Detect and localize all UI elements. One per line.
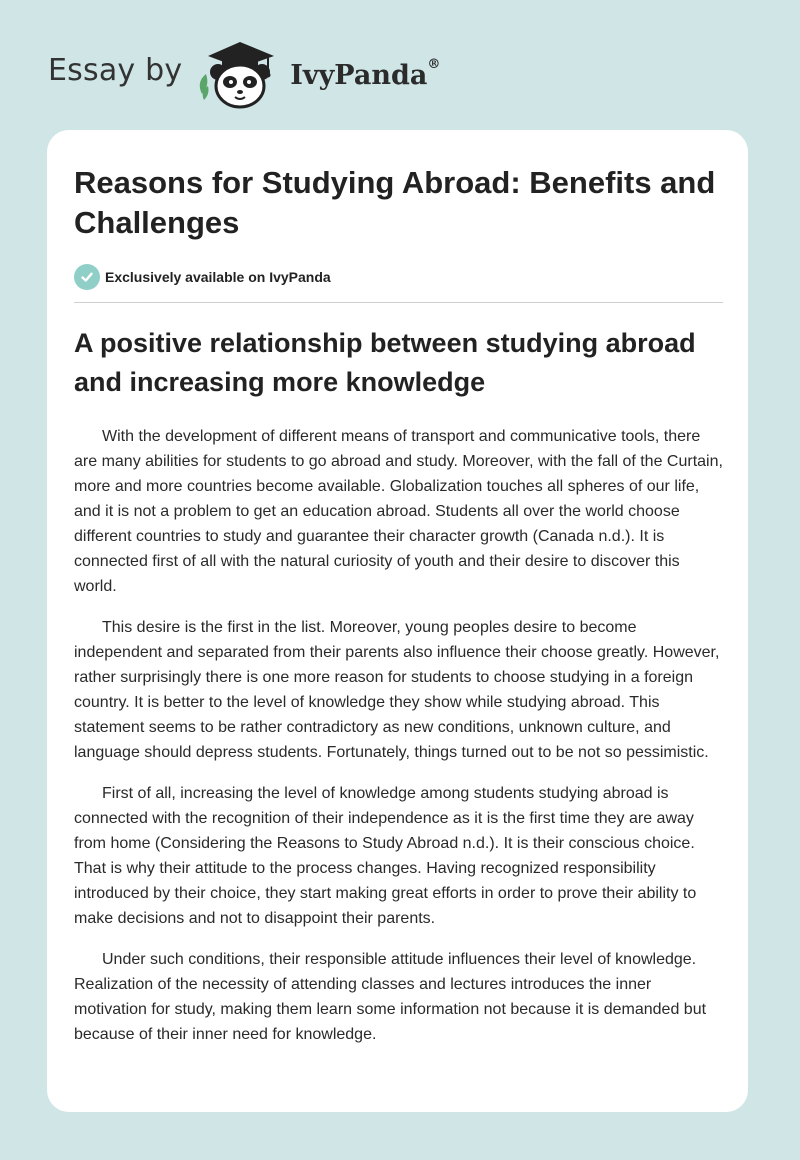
essay-body xyxy=(74,424,726,1063)
section-heading: A positive relationship between studying abroad and increasing more knowledge xyxy=(74,328,696,397)
paragraph: Under such conditions, their responsible attitude influences their level of knowledge. Realization of the necessity of attending classes and lectures introduces the inner motivation for study, making them learn some information not because it is demanded but because of their inner need for knowledge. xyxy=(74,951,707,1043)
checkmark-icon xyxy=(74,264,100,290)
divider xyxy=(74,302,723,303)
paragraph: With the development of different means of transport and communicative tools, there are many abilities for students to go abroad and study. Moreover, with the fall of the Curtain, more and more countries become available. Globalization touches all spheres of our life, and it is not a problem to get an education abroad. Students all over the world choose different countries to study and guarantee their character growth (Canada n.d.). It is connected first of all with the natural curiosity of youth and their desire to discover this world. xyxy=(74,428,723,595)
essay-card xyxy=(47,130,748,1112)
badge-label: Exclusively available on IvyPanda xyxy=(105,269,331,285)
essay-by-label: Essay by xyxy=(48,52,183,88)
brand-name[interactable]: IvyPanda® xyxy=(290,56,441,91)
essay-title: Reasons for Studying Abroad: Benefits and Challenges xyxy=(74,165,716,240)
trademark-symbol: ® xyxy=(427,56,441,72)
exclusive-badge xyxy=(74,264,331,290)
site-header xyxy=(48,34,440,110)
panda-logo-icon[interactable] xyxy=(194,34,286,110)
paragraph: This desire is the first in the list. Moreover, young peoples desire to become independent and separated from their parents also influence their choose greatly. However, rather surprisingly there is one more reason for students to choose studying in a foreign country. It is better to the level of knowledge they show while studying abroad. This statement seems to be rather contradictory as new conditions, unknown culture, and language should depress students. Fortunately, things turned out to be not so pessimistic. xyxy=(74,619,720,761)
paragraph: First of all, increasing the level of knowledge among students studying abroad is connected with the recognition of their independence as it is the first time they are away from home (Considering the Reasons to Study Abroad n.d.). It is their conscious choice. That is why their attitude to the process changes. Having recognized responsibility introduced by their choice, they start making great efforts in order to prove their ability to make decisions and not to disappoint their parents. xyxy=(74,785,697,927)
